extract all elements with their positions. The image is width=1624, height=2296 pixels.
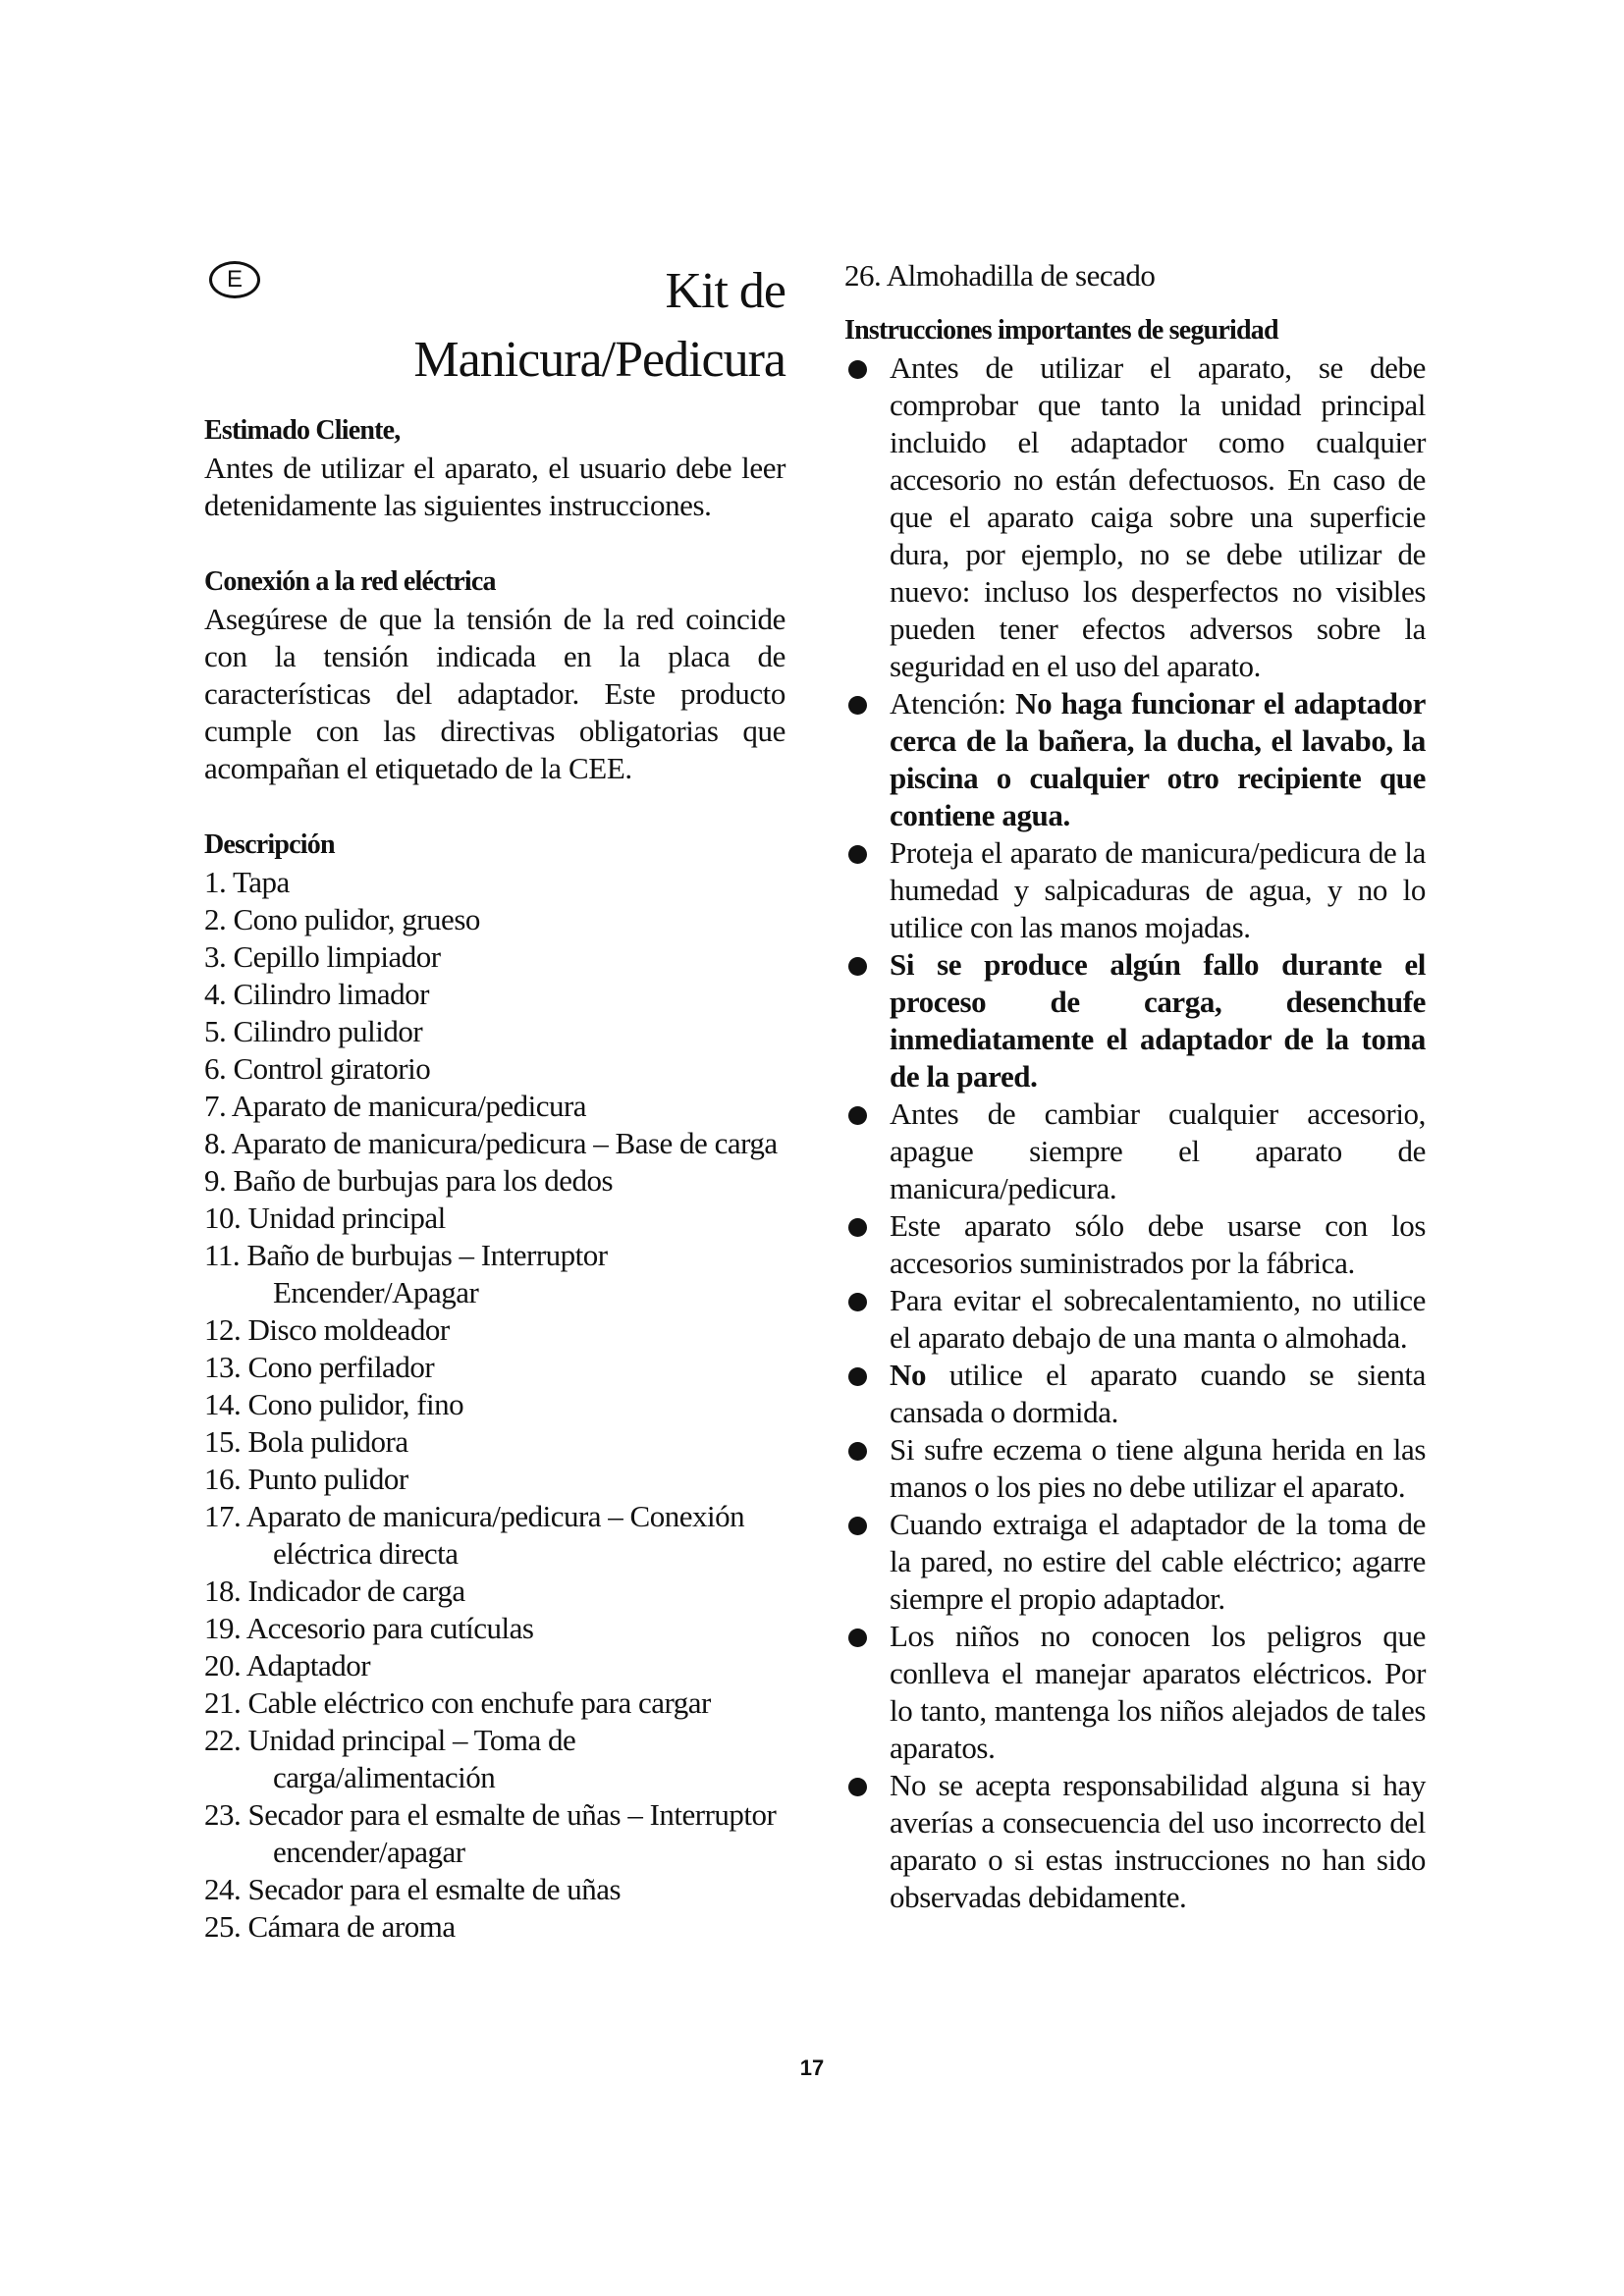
safety-heading: Instrucciones importantes de seguridad bbox=[844, 315, 1278, 346]
right-column bbox=[844, 257, 1426, 1916]
list-item: 7. Aparato de manicura/pedicura bbox=[204, 1089, 587, 1123]
title-line-1: Kit de bbox=[665, 263, 785, 319]
list-item: 8. Aparato de manicura/pedicura – Base de carga bbox=[204, 1126, 778, 1160]
bullet-icon bbox=[848, 1293, 867, 1311]
page-number: 17 bbox=[799, 2056, 825, 2080]
bullet-icon bbox=[848, 1778, 867, 1796]
bullet-icon bbox=[848, 1367, 867, 1386]
bullet-icon bbox=[848, 1629, 867, 1647]
connection-text: Asegúrese de que la tensión de la red coincide con la tensión indicada en la placa de características del adaptador. Este producto cumple con las directivas obligatorias que acompañan el etiquetado de la CEE. bbox=[204, 602, 785, 785]
bullet-icon bbox=[848, 1517, 867, 1535]
bullet-icon bbox=[848, 1218, 867, 1237]
list-item: 22. Unidad principal – Toma de carga/alimentación bbox=[204, 1723, 576, 1794]
bullet-icon bbox=[848, 696, 867, 715]
title-line-2: Manicura/Pedicura bbox=[413, 332, 785, 388]
list-item: 15. Bola pulidora bbox=[204, 1424, 408, 1459]
list-item: 17. Aparato de manicura/pedicura – Conexión eléctrica directa bbox=[204, 1499, 745, 1571]
list-item: 21. Cable eléctrico con enchufe para cargar bbox=[204, 1685, 711, 1720]
list-item: Si se produce algún fallo durante el proceso de carga, desenchufe inmediatamente el adaptador de la toma de la pared. bbox=[844, 946, 1426, 1095]
language-marker-icon: E bbox=[209, 261, 260, 298]
list-item: 9. Baño de burbujas para los dedos bbox=[204, 1163, 614, 1198]
list-item: Atención: No haga funcionar el adaptador cerca de la bañera, la ducha, el lavabo, la piscina o cualquier otro recipiente que contiene agua. bbox=[844, 685, 1426, 834]
bullet-icon bbox=[848, 1106, 867, 1125]
bullet-icon bbox=[848, 845, 867, 864]
safety-list bbox=[844, 349, 1426, 1916]
list-item: Para evitar el sobrecalentamiento, no utilice el aparato debajo de una manta o almohada. bbox=[844, 1282, 1426, 1357]
list-item: 18. Indicador de carga bbox=[204, 1574, 465, 1608]
list-item: 12. Disco moldeador bbox=[204, 1312, 450, 1347]
list-item: 2. Cono pulidor, grueso bbox=[204, 902, 480, 936]
list-item: 19. Accesorio para cutículas bbox=[204, 1611, 534, 1645]
list-item: 14. Cono pulidor, fino bbox=[204, 1387, 464, 1421]
description-heading: Descripción bbox=[204, 829, 335, 860]
bullet-icon bbox=[848, 1442, 867, 1461]
list-item: No se acepta responsabilidad alguna si hay averías a consecuencia del uso incorrecto del aparato o si estas instrucciones no han sido observadas debidamente. bbox=[844, 1767, 1426, 1916]
left-column bbox=[204, 257, 785, 1946]
list-item: 4. Cilindro limador bbox=[204, 977, 430, 1011]
list-item: Antes de utilizar el aparato, se debe comprobar que tanto la unidad principal incluido el adaptador como cualquier accesorio no están defectuosos. En caso de que el aparato caiga sobre una superficie dura, por ejemplo, no se debe utilizar de nuevo: incluso los desperfectos no visibles pueden tener efectos adversos sobre la seguridad en el uso del aparato. bbox=[844, 349, 1426, 685]
list-item: 6. Control giratorio bbox=[204, 1051, 431, 1086]
list-item: 13. Cono perfilador bbox=[204, 1350, 435, 1384]
description-list-continued bbox=[844, 257, 1426, 294]
list-item: 20. Adaptador bbox=[204, 1648, 371, 1682]
list-item: 10. Unidad principal bbox=[204, 1201, 446, 1235]
greeting-text: Antes de utilizar el aparato, el usuario debe leer detenidamente las siguientes instrucciones. bbox=[204, 451, 785, 522]
list-item: Proteja el aparato de manicura/pedicura de la humedad y salpicaduras de agua, y no lo utilice con las manos mojadas. bbox=[844, 834, 1426, 946]
list-item: 16. Punto pulidor bbox=[204, 1462, 408, 1496]
bullet-icon bbox=[848, 360, 867, 379]
list-item: Este aparato sólo debe usarse con los accesorios suministrados por la fábrica. bbox=[844, 1207, 1426, 1282]
list-item: 24. Secador para el esmalte de uñas bbox=[204, 1872, 622, 1906]
bullet-icon bbox=[848, 957, 867, 976]
list-item: Si sufre eczema o tiene alguna herida en las manos o los pies no debe utilizar el aparato. bbox=[844, 1431, 1426, 1506]
list-item: No utilice el aparato cuando se sienta cansada o dormida. bbox=[844, 1357, 1426, 1431]
list-item: 3. Cepillo limpiador bbox=[204, 939, 441, 974]
connection-heading: Conexión a la red eléctrica bbox=[204, 566, 496, 597]
list-item: 23. Secador para el esmalte de uñas – Interruptor encender/apagar bbox=[204, 1797, 777, 1869]
list-item: 1. Tapa bbox=[204, 865, 290, 899]
list-item: Cuando extraiga el adaptador de la toma de la pared, no estire del cable eléctrico; agarre siempre el propio adaptador. bbox=[844, 1506, 1426, 1618]
description-list bbox=[204, 864, 785, 1946]
list-item: 5. Cilindro pulidor bbox=[204, 1014, 423, 1048]
page-title bbox=[204, 257, 785, 395]
list-item: Antes de cambiar cualquier accesorio, apague siempre el aparato de manicura/pedicura. bbox=[844, 1095, 1426, 1207]
list-item: 11. Baño de burbujas – Interruptor Encender/Apagar bbox=[204, 1238, 608, 1309]
greeting-heading: Estimado Cliente, bbox=[204, 415, 401, 446]
list-item: 26. Almohadilla de secado bbox=[844, 258, 1156, 293]
list-item: 25. Cámara de aroma bbox=[204, 1909, 456, 1944]
list-item: Los niños no conocen los peligros que conlleva el manejar aparatos eléctricos. Por lo tanto, mantenga los niños alejados de tales aparatos. bbox=[844, 1618, 1426, 1767]
